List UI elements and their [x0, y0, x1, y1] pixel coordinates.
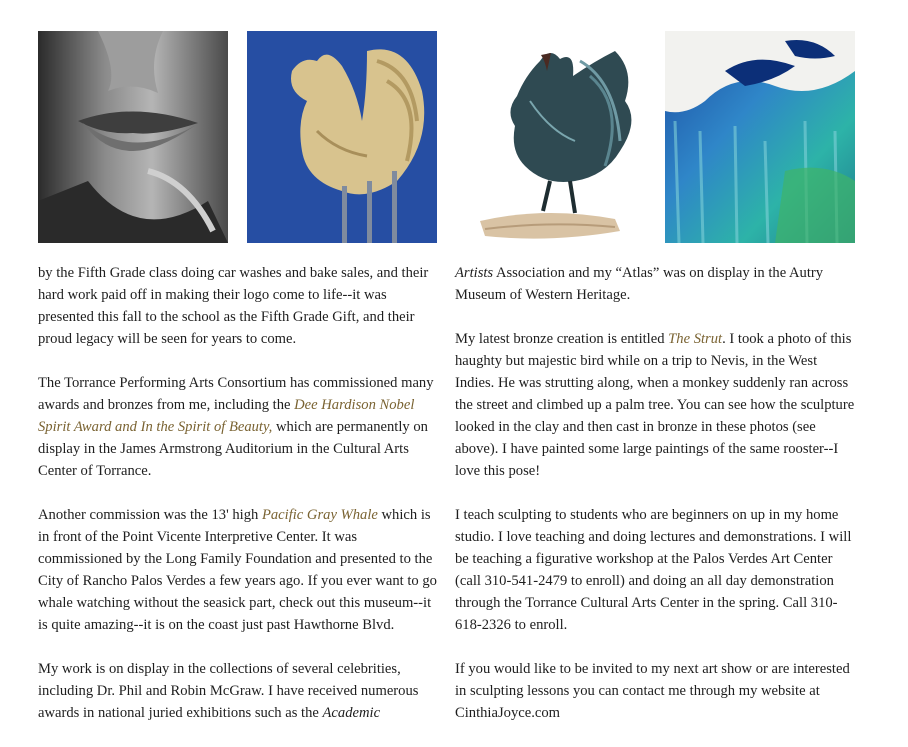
left-paragraph-3	[38, 504, 438, 636]
bronze-rooster-image	[455, 31, 645, 243]
text-span: My work is on display in the collections of several celebrities, including Dr. Phil and Robin McGraw. I have received numerous awards in national juried exhibitions such as the	[38, 661, 419, 721]
left-text-column	[38, 262, 438, 724]
text-span: The Torrance Performing Arts Consortium has commissioned many awards and bronzes from me, including the	[38, 375, 434, 413]
text-span: Association and my “Atlas” was on display in the Autry Museum of Western Heritage.	[455, 265, 824, 303]
right-paragraph-1	[455, 262, 855, 306]
right-paragraph-4: If you would like to be invited to my next art show or are interested in sculpting lessons you can contact me through my website at CinthiaJoyce.com	[455, 661, 850, 721]
right-paragraph-2	[455, 328, 855, 482]
left-paragraph-1: by the Fifth Grade class doing car washes and bake sales, and their hard work paid off in making their logo come to life--it was presented this fall to the school as the Fifth Grade Gift, and their proud legacy will be seen for years to come.	[38, 265, 429, 347]
text-span: My latest bronze creation is entitled	[455, 331, 669, 347]
left-paragraph-4	[38, 658, 438, 724]
whale-link[interactable]: Pacific Gray Whale	[261, 507, 378, 523]
text-span: which is in front of the Point Vicente Interpretive Center. It was commissioned by the Long Family Foundation and presented to the City of Rancho Palos Verdes a few years ago. If you ever want to go whale watching without the seasick part, check out this museum--it is quite amazing--it is on the coast just past Hawthorne Blvd.	[38, 507, 437, 633]
text-span: which are permanently on display in the James Armstrong Auditorium in the Cultural Arts Center of Torrance.	[38, 419, 428, 479]
strut-link[interactable]: The Strut	[668, 331, 723, 347]
italic-text: Academic	[322, 705, 381, 721]
text-span: . I took a photo of this haughty but majestic bird while on a trip to Nevis, in the West Indies. He was strutting along, when a monkey suddenly ran across the street and climbed up a palm tree. You can see how the sculpture looked in the clay and then cast in bronze in these photos (see above). I have painted some large paintings of the same rooster--I love this pose!	[455, 331, 855, 479]
text-span: Another commission was the 13' high	[38, 507, 262, 523]
italic-text: Artists	[455, 265, 494, 281]
abstract-painting-image	[665, 31, 855, 243]
face-painting-image	[38, 31, 228, 243]
right-paragraph-3: I teach sculpting to students who are beginners on up in my home studio. I love teaching and doing lectures and demonstrations. I will be teaching a figurative workshop at the Palos Verdes Art Center (call 310-541-2479 to enroll) and doing an all day demonstration through the Torrance Cultural Arts Center in the spring. Call 310-618-2326 to enroll.	[455, 507, 852, 633]
left-paragraph-2	[38, 372, 438, 482]
right-text-column	[455, 262, 855, 724]
award-link[interactable]: Dee Hardison Nobel Spirit Award and In the Spirit of Beauty,	[38, 397, 415, 435]
clay-rooster-image	[247, 31, 437, 243]
